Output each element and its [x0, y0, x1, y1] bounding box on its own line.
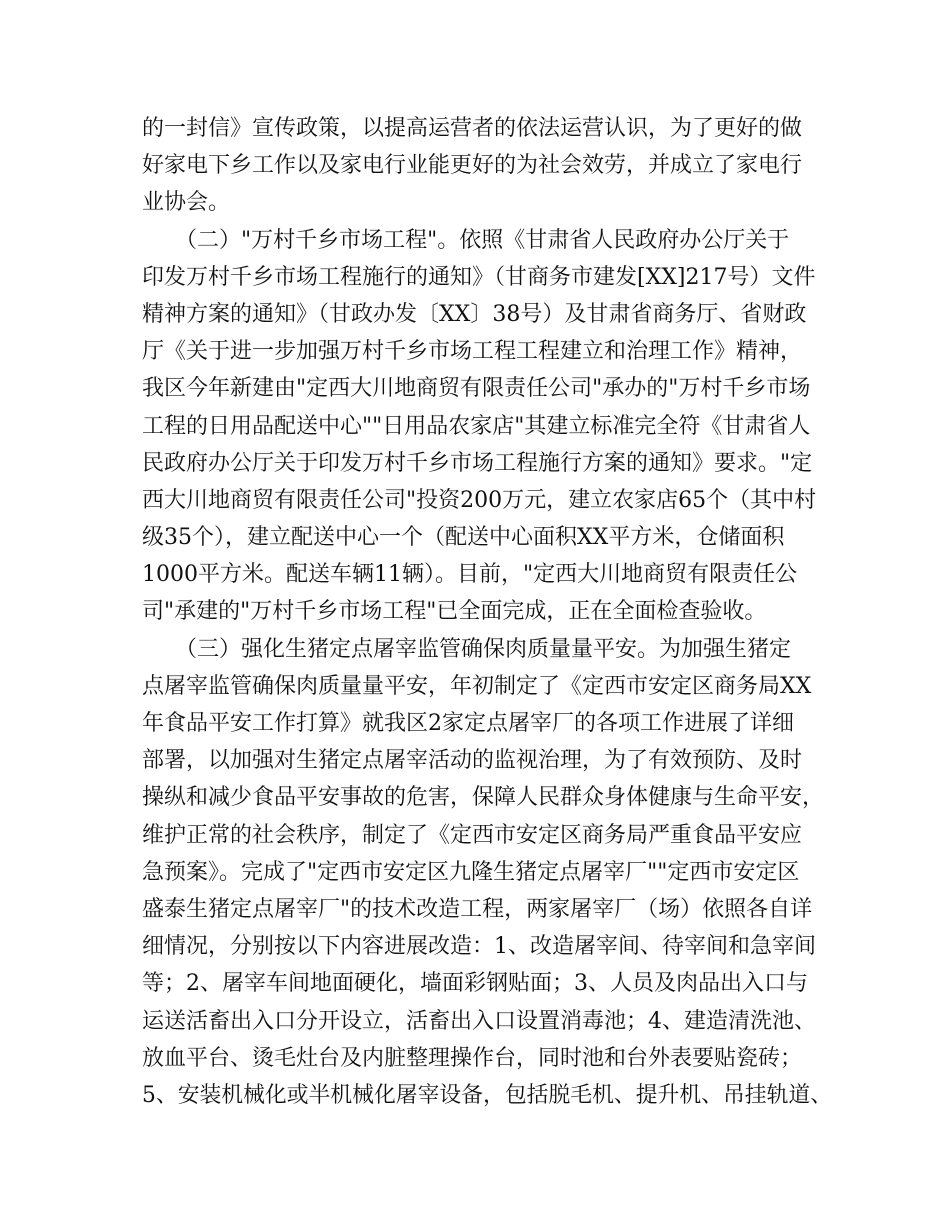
document-body: [142, 110, 832, 1114]
text-line: 西大川地商贸有限责任公司"投资200万元，建立农家店65个（其中村: [142, 487, 817, 513]
text-line: 民政府办公厅关于印发万村千乡市场工程施行方案的通知》要求。"定: [142, 450, 813, 476]
text-line: 年食品平安工作打算》就我区2家定点屠宰厂的各项工作进展了详细: [142, 711, 794, 736]
text-line: 工程的日用品配送中心""日用品农家店"其建立标准完全符《甘肃省人: [142, 413, 811, 439]
text-line: 我区今年新建由"定西大川地商贸有限责任公司"承办的"万村千乡市场: [142, 376, 811, 402]
text-line: 好家电下乡工作以及家电行业能更好的为社会效劳，并成立了家电行: [142, 153, 803, 179]
text-line: 运送活畜出入口分开设立，活畜出入口设置消毒池；4、建造清洗池、: [142, 1008, 816, 1034]
text-line: 等；2、屠宰车间地面硬化，墙面彩钢贴面；3、人员及肉品出入口与: [142, 971, 808, 997]
text-line: 印发万村千乡市场工程施行的通知》（甘商务市建发[XX]217号）文件: [142, 264, 816, 290]
text-line: 操纵和减少食品平安事故的危害，保障人民群众身体健康与生命平安，: [142, 785, 825, 811]
text-line: 盛泰生猪定点屠宰厂"的技术改造工程，两家屠宰厂（场）依照各自详: [142, 896, 813, 922]
text-line: 精神方案的通知》（甘政办发〔XX〕38号）及甘肃省商务厅、省财政: [142, 301, 807, 327]
text-line: 放血平台、烫毛灶台及内脏整理操作台，同时池和台外表要贴瓷砖；: [142, 1045, 803, 1071]
text-line: 1000平方米。配送车辆11辆）。目前，"定西大川地商贸有限责任公: [142, 562, 798, 588]
text-line: 业协会。: [142, 190, 231, 216]
text-line: 司"承建的"万村千乡市场工程"已全面完成，正在全面检查验收。: [142, 599, 767, 625]
text-line: （二）"万村千乡市场工程"。依照《甘肃省人民政府办公厅关于: [142, 227, 790, 253]
text-line: 点屠宰监管确保肉质量量平安，年初制定了《定西市安定区商务局XX: [142, 673, 812, 699]
text-line: 的一封信》宣传政策，以提高运营者的依法运营认识，为了更好的做: [142, 116, 803, 141]
text-line: 级35个），建立配送中心一个（配送中心面积XX平方米，仓储面积: [142, 525, 785, 551]
text-line: 维护正常的社会秩序，制定了《定西市安定区商务局严重食品平安应: [142, 822, 803, 848]
text-line: 部署，以加强对生猪定点屠宰活动的监视治理，为了有效预防、及时: [142, 748, 803, 774]
text-line: 急预案》。完成了"定西市安定区九隆生猪定点屠宰厂""定西市安定区: [142, 859, 800, 885]
text-line: （三）强化生猪定点屠宰监管确保肉质量量平安。为加强生猪定: [142, 636, 792, 662]
text-line: 厅《关于进一步加强万村千乡市场工程工程建立和治理工作》精神，: [142, 339, 803, 365]
text-line: 5、安装机械化或半机械化屠宰设备，包括脱毛机、提升机、吊挂轨道、: [142, 1082, 833, 1108]
text-line: 细情况，分别按以下内容进展改造：1、改造屠宰间、待宰间和急宰间: [142, 934, 816, 960]
